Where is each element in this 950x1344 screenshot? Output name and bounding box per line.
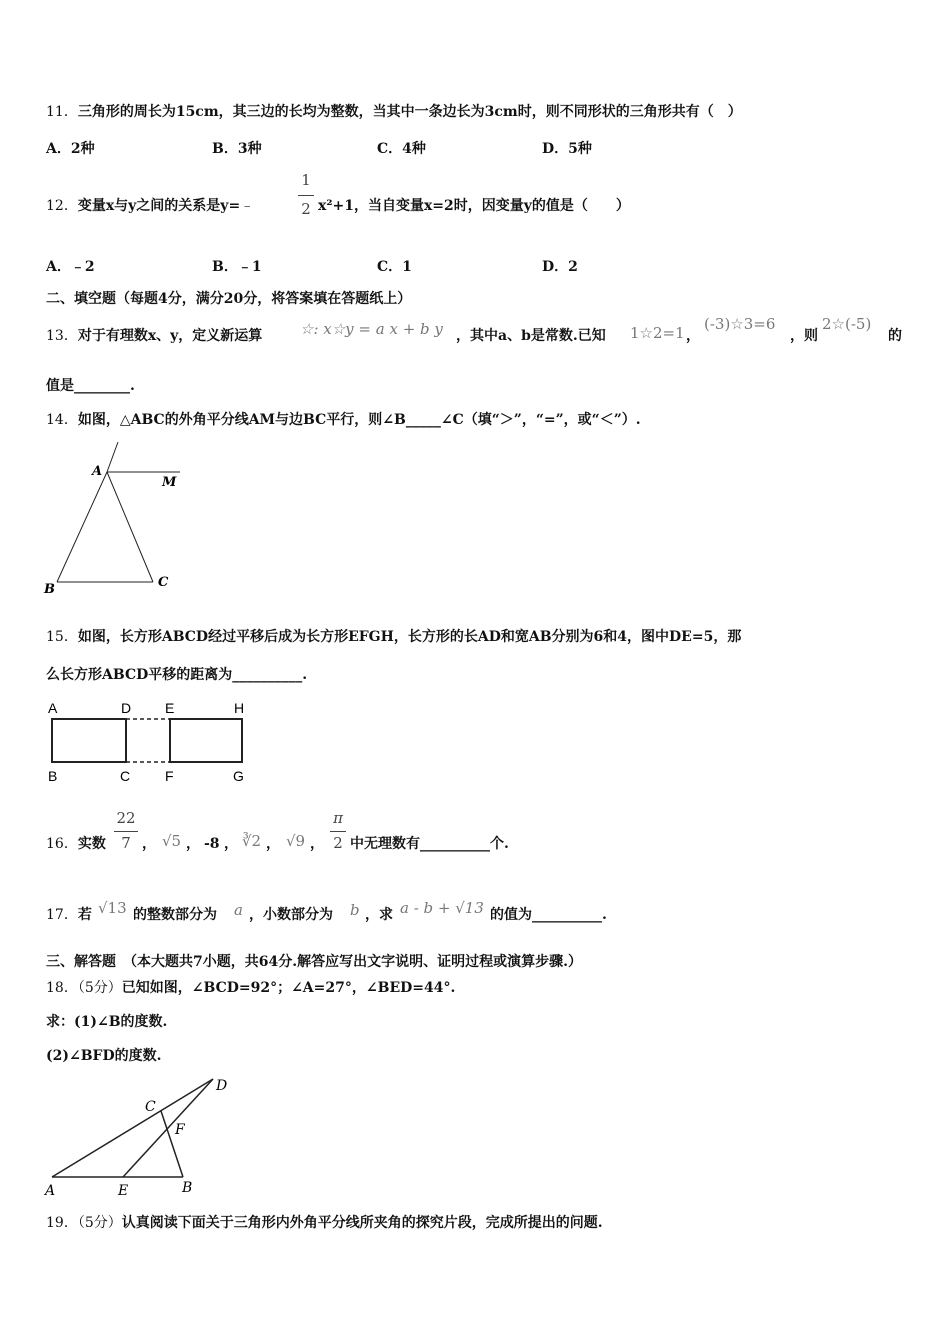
q13-number: 13． bbox=[46, 328, 78, 344]
q15-line2: 么长方形ABCD平移的距离为__________. bbox=[46, 667, 308, 683]
q16-sep4: ， bbox=[266, 836, 280, 852]
q12-option-a: A．﹣2 bbox=[46, 259, 95, 275]
q14-text: 如图，△ABC的外角平分线AM与边BC平行，则∠B_____∠C（填“＞”，“=”，或“＜”）. bbox=[77, 412, 641, 428]
q17-text1: 若 bbox=[77, 907, 92, 923]
q16-frac1-den: 7 bbox=[121, 834, 131, 852]
q16-text1: 实数 bbox=[77, 836, 106, 852]
q16-cbrt2: ∛2 bbox=[242, 832, 262, 850]
q14-label-b: B bbox=[44, 582, 55, 597]
q18-text: 已知如图，∠BCD=92°；∠A=27°，∠BED=44°. bbox=[121, 980, 456, 996]
q16-sep1: ， bbox=[142, 836, 156, 852]
q18-segment-ad bbox=[52, 1079, 213, 1177]
q17-text2: 的整数部分为 bbox=[133, 907, 217, 923]
q19-number: 19． bbox=[46, 1215, 78, 1231]
q11-option-a: A．2种 bbox=[46, 141, 95, 157]
q17-expr: a - b + √13 bbox=[400, 899, 484, 917]
q16-neg8: -8 bbox=[204, 836, 220, 852]
q16-sqrt5: √5 bbox=[162, 832, 182, 850]
q18-label-c: C bbox=[145, 1099, 156, 1115]
q15-label-b: B bbox=[48, 768, 58, 784]
q14-label-m: M bbox=[162, 475, 177, 490]
q17-sqrt13: √13 bbox=[98, 899, 127, 917]
q12-frac-den: 2 bbox=[301, 200, 311, 218]
q15-label-f: F bbox=[165, 768, 174, 784]
q18-number: 18． bbox=[46, 980, 78, 996]
q13-text1: 对于有理数x、y，定义新运算 bbox=[77, 328, 263, 344]
q15-text-line1: 如图，长方形ABCD经过平移后成为长方形EFGH，长方形的长AD和宽AB分别为6和4，图中DE=5，那 bbox=[77, 629, 742, 645]
q12-frac-num: 1 bbox=[301, 171, 311, 189]
q16-sep3: ， bbox=[224, 836, 238, 852]
q16-frac1-num: 22 bbox=[116, 809, 136, 827]
q13-given1: 1☆2=1 bbox=[630, 324, 685, 342]
section2-heading: 二、填空题（每题4分，满分20分，将答案填在答题纸上） bbox=[46, 291, 412, 307]
q14-label-a: A bbox=[92, 464, 103, 479]
q13-formula: ☆: x☆y = a x + b y bbox=[300, 320, 443, 338]
q13-text2: ，其中a、b是常数.已知 bbox=[456, 328, 606, 344]
q16-number: 16． bbox=[46, 836, 78, 852]
q13-text3: ，则 bbox=[790, 328, 818, 344]
q16-sep2: ， bbox=[186, 836, 200, 852]
q14-label-c: C bbox=[158, 575, 169, 590]
q15-label-d: D bbox=[121, 700, 132, 716]
q16-sqrt9: √9 bbox=[286, 832, 306, 850]
q15-label-h: H bbox=[234, 700, 245, 716]
q12-option-c: C．1 bbox=[377, 259, 412, 275]
q14-number: 14． bbox=[46, 412, 78, 428]
q17-text3: ，小数部分为 bbox=[249, 907, 333, 923]
q18-label-e: E bbox=[118, 1183, 129, 1199]
q13-line2: 值是________. bbox=[46, 378, 135, 394]
q18-label-f: F bbox=[175, 1122, 185, 1138]
q12-option-d: D．2 bbox=[542, 259, 578, 275]
q11-text: 三角形的周长为15cm，其三边的长均为整数，当其中一条边长为3cm时，则不同形状的三角形共有（ ） bbox=[77, 104, 742, 120]
q18-score: （5分） bbox=[77, 980, 122, 996]
q17-number: 17． bbox=[46, 907, 78, 923]
q17-text4: ，求 bbox=[365, 907, 393, 923]
q19-stem bbox=[46, 1214, 603, 1232]
q15-number: 15． bbox=[46, 629, 78, 645]
q18-segment-cb bbox=[161, 1111, 183, 1177]
q17-b: b bbox=[350, 901, 360, 919]
q11-option-b: B．3种 bbox=[212, 141, 262, 157]
q13-ask: 2☆(-5) bbox=[822, 315, 872, 333]
q16-frac2-den: 2 bbox=[333, 834, 343, 852]
q12-minus: ﹣ bbox=[240, 198, 255, 214]
q11-option-d: D．5种 bbox=[542, 141, 592, 157]
q13-text4: 的 bbox=[888, 328, 902, 344]
q17-text5: 的值为__________. bbox=[490, 907, 607, 923]
q13-given2: (-3)☆3=6 bbox=[704, 315, 776, 333]
q11-option-c: C．4种 bbox=[377, 141, 426, 157]
q12-number: 12． bbox=[46, 198, 78, 214]
q15-label-e: E bbox=[165, 700, 175, 716]
q15-label-a: A bbox=[48, 700, 58, 716]
q18-label-d: D bbox=[216, 1078, 228, 1094]
q16-frac2-num: π bbox=[333, 809, 343, 827]
section3-heading: 三、解答题 （本大题共7小题，共64分.解答应写出文字说明、证明过程或演算步骤.） bbox=[46, 954, 582, 970]
q18-segment-ed bbox=[123, 1079, 213, 1177]
q12-text-before: 变量x与y之间的关系是y= bbox=[77, 198, 241, 214]
q18-label-a: A bbox=[45, 1183, 56, 1199]
q13-comma1: ， bbox=[686, 328, 700, 344]
q19-text: 认真阅读下面关于三角形内外角平分线所夹角的探究片段，完成所提出的问题. bbox=[121, 1215, 603, 1231]
q17-a: a bbox=[234, 901, 243, 919]
q15-label-g: G bbox=[233, 768, 244, 784]
q18-ask1: 求：(1)∠B的度数. bbox=[46, 1014, 168, 1030]
q16-text2: 中无理数有__________个. bbox=[350, 836, 509, 852]
q15-label-c: C bbox=[120, 768, 131, 784]
q12-option-b: B．﹣1 bbox=[212, 259, 262, 275]
q18-ask2: (2)∠BFD的度数. bbox=[46, 1048, 162, 1064]
q12-text-after: x²+1，当自变量x=2时，因变量y的值是（ ） bbox=[318, 198, 630, 214]
q19-score: （5分） bbox=[77, 1215, 122, 1231]
q16-sep5: ， bbox=[310, 836, 324, 852]
q18-label-b: B bbox=[182, 1180, 193, 1196]
q11-number: 11． bbox=[46, 104, 78, 120]
